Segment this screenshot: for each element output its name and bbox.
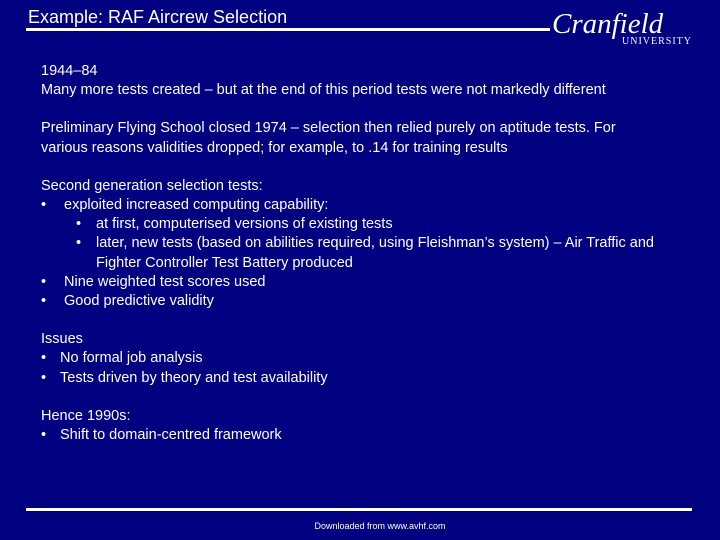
title-underline — [26, 28, 550, 31]
list-item — [41, 349, 691, 368]
second-gen-section — [41, 177, 691, 311]
list-item — [41, 369, 691, 388]
intro-heading: 1944–84 — [41, 63, 98, 79]
list-item — [41, 273, 691, 292]
slide-body — [41, 62, 691, 445]
list-item-text: at first, computerised versions of existing tests — [96, 216, 393, 233]
list-item-text: Nine weighted test scores used — [64, 273, 266, 290]
bullet-icon: • — [41, 273, 47, 290]
cranfield-logo — [552, 8, 702, 50]
list-item-text: No formal job analysis — [60, 350, 203, 367]
flying-school-line-1: Preliminary Flying School closed 1974 – selection then relied purely on aptitude tests. For — [41, 120, 616, 137]
sub-list-item — [41, 234, 691, 272]
list-item-text: Tests driven by theory and test availability — [60, 369, 328, 386]
flying-school-line-2: various reasons validities dropped; for example, to .14 for training results — [41, 139, 508, 156]
bullet-icon: • — [76, 216, 82, 233]
bullet-icon: • — [41, 293, 47, 310]
list-item-text: Shift to domain-centred framework — [60, 427, 282, 444]
issues-section — [41, 330, 691, 388]
flying-school-section — [41, 119, 691, 157]
second-gen-heading: Second generation selection tests: — [41, 177, 263, 194]
slide-title: Example: RAF Aircrew Selection — [28, 7, 288, 27]
hence-section — [41, 407, 691, 445]
intro-text: Many more tests created – but at the end of this period tests were not markedly different — [41, 82, 606, 99]
logo-wordmark: Cranfield — [552, 8, 664, 40]
bullet-icon: • — [41, 197, 47, 214]
bullet-icon: • — [41, 369, 47, 386]
list-item-text: later, new tests (based on abilities required, using Fleishman’s system) – Air Traffic and Fighter Controller Test Battery produced — [96, 235, 654, 271]
issues-heading: Issues — [41, 331, 83, 348]
hence-heading: Hence 1990s: — [41, 407, 131, 424]
intro-section — [41, 62, 691, 100]
footer-source: Downloaded from www.avhf.com — [314, 521, 446, 531]
sub-list-item — [41, 215, 691, 234]
logo-subtitle: UNIVERSITY — [622, 36, 692, 47]
list-item-text: exploited increased computing capability: — [64, 197, 329, 214]
list-item — [41, 426, 691, 445]
bullet-icon: • — [76, 235, 82, 252]
bullet-icon: • — [41, 350, 47, 367]
footer-divider — [26, 508, 692, 511]
list-item-text: Good predictive validity — [64, 293, 214, 310]
list-item — [41, 196, 691, 215]
list-item — [41, 292, 691, 311]
bullet-icon: • — [41, 427, 47, 444]
